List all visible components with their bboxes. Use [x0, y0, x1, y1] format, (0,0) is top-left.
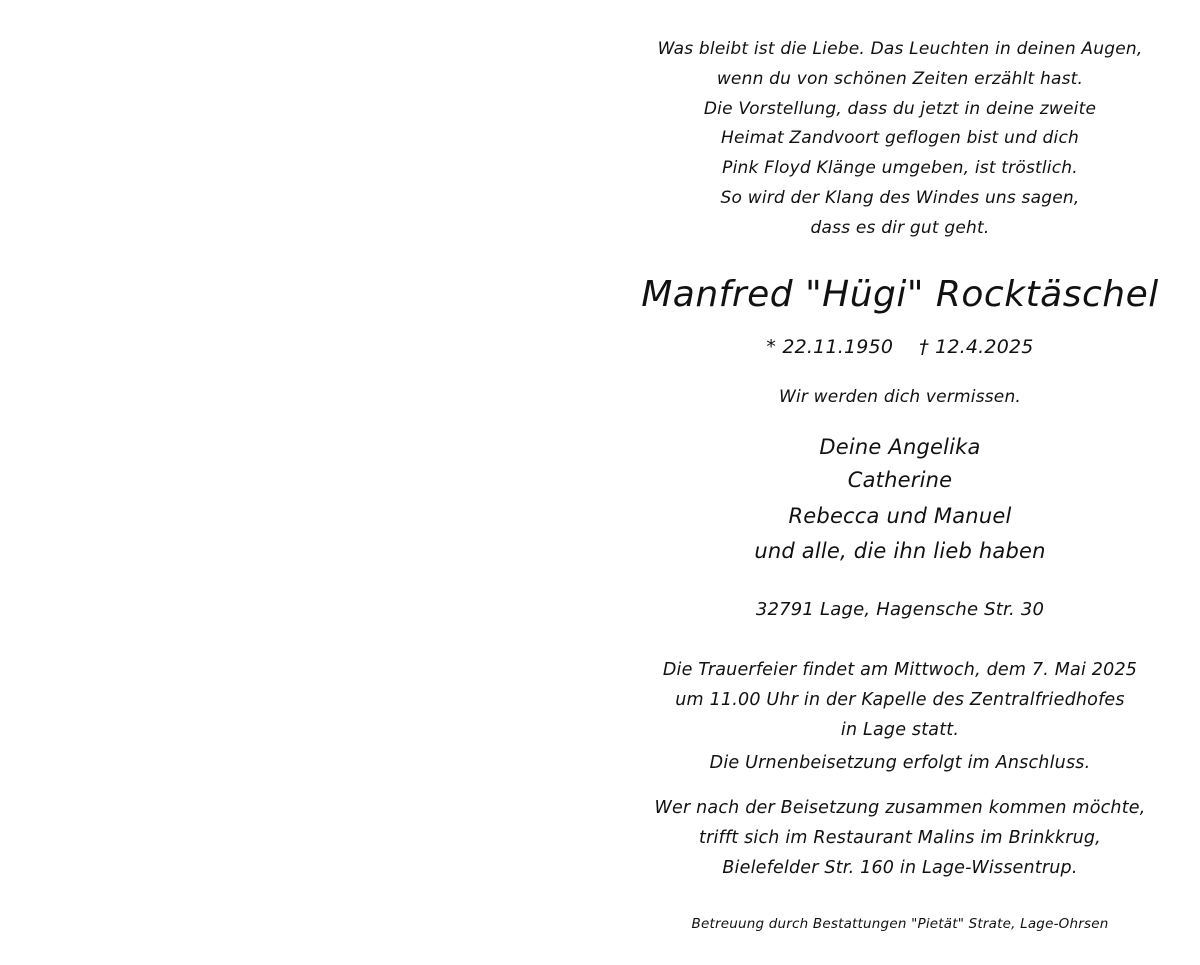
family-line: Rebecca und Manuel: [788, 504, 1012, 528]
poem-line: Pink Floyd Klänge umgeben, ist tröstlich.: [722, 158, 1078, 178]
gathering-line: Bielefelder Str. 160 in Lage-Wissentrup.: [722, 858, 1078, 878]
gathering-line: Wer nach der Beisetzung zusammen kommen möchte,: [654, 798, 1146, 818]
poem-line: So wird der Klang des Windes uns sagen,: [720, 188, 1080, 208]
family-line: und alle, die ihn lieb haben: [754, 539, 1046, 563]
poem-line: Die Vorstellung, dass du jetzt in deine zweite: [703, 99, 1097, 119]
missing-line: Wir werden dich vermissen.: [778, 387, 1022, 407]
death-date: † 12.4.2025: [919, 336, 1034, 358]
deceased-name: Manfred "Hügi" Rocktäschel: [641, 274, 1159, 315]
ceremony-line: Die Trauerfeier findet am Mittwoch, dem 7. Mai 2025: [662, 660, 1138, 680]
poem-line: Heimat Zandvoort geflogen bist und dich: [721, 128, 1079, 148]
family-line: Deine Angelika: [819, 435, 981, 459]
family-line: Catherine: [847, 468, 953, 492]
poem-line: dass es dir gut geht.: [810, 218, 990, 238]
undertaker-credit: Betreuung durch Bestattungen "Pietät" Strate, Lage-Ohrsen: [691, 916, 1109, 932]
life-dates: [600, 336, 1200, 358]
birth-date: * 22.11.1950: [766, 336, 894, 358]
obituary-text-column: [600, 0, 1200, 965]
family-address: 32791 Lage, Hagensche Str. 30: [755, 599, 1045, 620]
gathering-line: trifft sich im Restaurant Malins im Brinkkrug,: [699, 828, 1101, 848]
urn-burial-line: Die Urnenbeisetzung erfolgt im Anschluss.: [709, 753, 1091, 773]
poem-line: wenn du von schönen Zeiten erzählt hast.: [716, 69, 1084, 89]
ceremony-line: in Lage statt.: [840, 720, 960, 740]
ceremony-line: um 11.00 Uhr in der Kapelle des Zentralfriedhofes: [675, 690, 1125, 710]
poem-line: Was bleibt ist die Liebe. Das Leuchten in deinen Augen,: [657, 39, 1143, 59]
